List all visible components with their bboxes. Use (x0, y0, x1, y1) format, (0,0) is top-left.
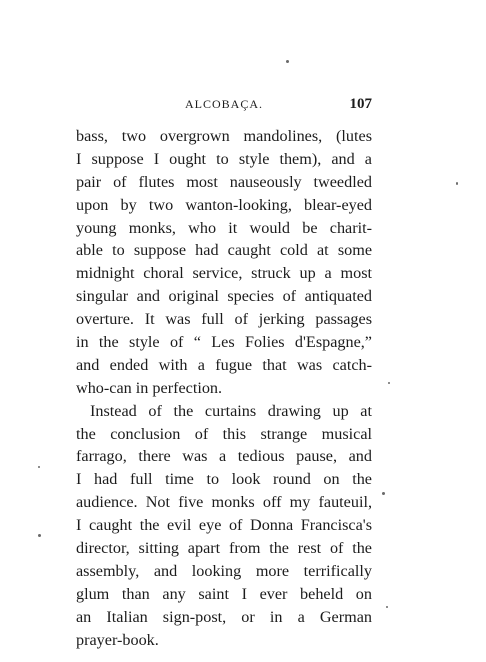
text-line: midnight choral service, struck up a most (76, 264, 372, 283)
text-line: able to suppose had caught cold at some (76, 241, 372, 260)
text-line: audience. Not five monks off my fauteuil, (76, 493, 372, 512)
scan-speck (388, 382, 390, 384)
text-line: and ended with a fugue that was catch- (76, 355, 372, 374)
running-title: ALCOBAÇA. (184, 97, 263, 111)
page-number: 107 (349, 96, 372, 112)
text-line: in the style of “ Les Folies d'Espagne,” (76, 333, 372, 352)
text-line: Instead of the curtains drawing up at (90, 401, 372, 420)
text-line: director, sitting apart from the rest of the (76, 539, 372, 558)
body-text (76, 125, 372, 651)
text-line: prayer-book. (76, 630, 159, 649)
text-line: singular and original species of antiquated (76, 287, 372, 306)
text-line: upon by two wanton-looking, blear-eyed (76, 195, 372, 214)
text-line: pair of flutes most nauseously tweedled (76, 172, 372, 191)
scan-speck (382, 492, 385, 495)
text-line: overture. It was full of jerking passages (76, 310, 372, 329)
text-line: young monks, who it would be charit- (76, 218, 372, 237)
scan-speck (286, 60, 289, 63)
text-line: bass, two overgrown mandolines, (lutes (76, 127, 372, 145)
text-line: I caught the evil eye of Donna Francisca's (76, 516, 372, 535)
text-line: assembly, and looking more terrifically (76, 561, 372, 580)
scan-speck (38, 534, 41, 537)
text-line: the conclusion of this strange musical (76, 424, 372, 443)
text-line: I had full time to look round on the (76, 470, 372, 489)
running-head (76, 94, 372, 114)
text-line: I suppose I ought to style them), and a (76, 149, 372, 168)
scan-speck (456, 182, 458, 185)
text-line: farrago, there was a tedious pause, and (76, 447, 372, 466)
scan-speck (38, 466, 40, 468)
text-line: glum than any saint I ever beheld on (76, 584, 372, 603)
scan-speck (386, 606, 388, 608)
text-line: an Italian sign-post, or in a German (76, 607, 372, 626)
text-line: who-can in perfection. (76, 378, 223, 397)
